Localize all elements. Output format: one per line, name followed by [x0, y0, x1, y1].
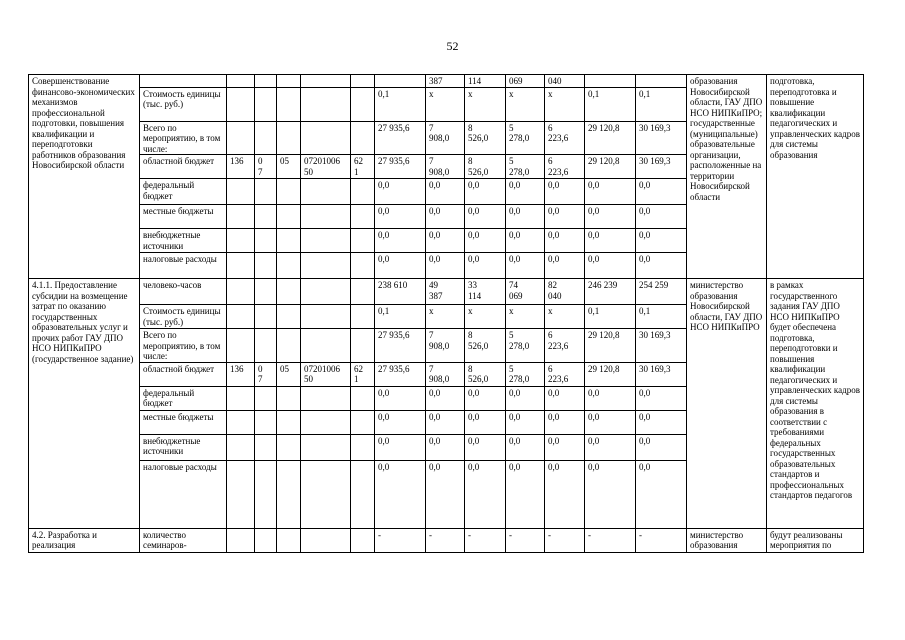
budget-code-cell [301, 253, 351, 279]
budget-code-cell [301, 386, 351, 410]
value-cell: x [506, 305, 545, 329]
value-cell: 0,0 [545, 253, 585, 279]
value-cell: 29 120,8 [585, 362, 636, 386]
value-cell: 0,0 [506, 410, 545, 434]
budget-code-cell [301, 329, 351, 363]
executor-cell: министерство образования [687, 528, 767, 552]
value-cell: 0,0 [585, 229, 636, 253]
budget-code-cell [227, 386, 255, 410]
budget-code-cell [301, 121, 351, 155]
value-cell: - [426, 528, 465, 552]
value-cell: 0,0 [426, 253, 465, 279]
budget-code-cell [227, 121, 255, 155]
budget-code-cell [227, 229, 255, 253]
budget-code-cell [277, 279, 301, 305]
value-cell: 0,0 [426, 205, 465, 229]
value-cell: 8 526,0 [465, 329, 506, 363]
value-cell: 0,0 [636, 434, 687, 460]
value-cell: 0,0 [465, 253, 506, 279]
indicator-label: Всего по мероприятию, в том числе: [140, 329, 227, 363]
indicator-label: количество семинаров- [140, 528, 227, 552]
budget-code-cell [301, 528, 351, 552]
value-cell: 0,0 [545, 386, 585, 410]
value-cell: 0,0 [426, 434, 465, 460]
budget-code-cell [351, 229, 375, 253]
table-row [29, 75, 864, 88]
value-cell: 0,0 [585, 179, 636, 205]
value-cell: - [465, 528, 506, 552]
budget-code-cell [301, 229, 351, 253]
value-cell: 0,0 [636, 253, 687, 279]
value-cell: 0,0 [545, 410, 585, 434]
value-cell: 0,0 [465, 179, 506, 205]
table-row [29, 279, 864, 305]
value-cell: 0,0 [585, 460, 636, 528]
budget-code-cell [277, 253, 301, 279]
indicator-label: Стоимость единицы (тыс. руб.) [140, 87, 227, 121]
indicator-label: федеральный бюджет [140, 179, 227, 205]
value-cell: x [426, 87, 465, 121]
budget-code-cell [255, 229, 277, 253]
budget-code-cell [301, 410, 351, 434]
budget-code-cell [351, 460, 375, 528]
activity-description: 4.2. Разработка и реализация [29, 528, 140, 552]
value-cell: 29 120,8 [585, 121, 636, 155]
budget-code-cell [227, 410, 255, 434]
value-cell: 0,0 [426, 410, 465, 434]
value-cell: 0,0 [375, 460, 426, 528]
indicator-label: налоговые расходы [140, 253, 227, 279]
indicator-label [140, 75, 227, 88]
budget-code-cell [227, 305, 255, 329]
value-cell: 8 526,0 [465, 121, 506, 155]
value-cell: 0,0 [636, 205, 687, 229]
value-cell: 27 935,6 [375, 121, 426, 155]
value-cell: 114 [465, 75, 506, 88]
expected-result-cell: подготовка, переподготовка и повышение квалификации педагогических и управленческих кадров для системы образования [767, 75, 864, 279]
value-cell: 82 040 [545, 279, 585, 305]
value-cell: 0,0 [545, 229, 585, 253]
budget-code-cell: 136 [227, 155, 255, 179]
value-cell: - [375, 528, 426, 552]
value-cell: 0,1 [585, 87, 636, 121]
value-cell: 27 935,6 [375, 329, 426, 363]
budget-code-cell [227, 329, 255, 363]
value-cell: 0,0 [545, 205, 585, 229]
budget-code-cell [255, 179, 277, 205]
budget-code-cell [351, 205, 375, 229]
budget-code-cell [255, 253, 277, 279]
budget-code-cell [255, 87, 277, 121]
value-cell: 0,0 [506, 229, 545, 253]
value-cell: 5 278,0 [506, 121, 545, 155]
budget-code-cell [301, 305, 351, 329]
value-cell: 0,0 [375, 205, 426, 229]
budget-code-cell [351, 121, 375, 155]
budget-code-cell [351, 253, 375, 279]
value-cell: 0,0 [585, 434, 636, 460]
budget-code-cell [227, 75, 255, 88]
budget-code-cell: 07201006 50 [301, 155, 351, 179]
indicator-label: областной бюджет [140, 362, 227, 386]
activity-description: 4.1.1. Предоставление субсидии на возмещение затрат по оказанию государственных образовательных услуг и прочих работ ГАУ ДПО НСО НИПКиПРО (государственное задание) [29, 279, 140, 529]
indicator-label: федеральный бюджет [140, 386, 227, 410]
budget-code-cell [227, 279, 255, 305]
budget-code-cell [255, 434, 277, 460]
value-cell: 069 [506, 75, 545, 88]
budget-code-cell [351, 279, 375, 305]
indicator-label: налоговые расходы [140, 460, 227, 528]
value-cell: 7 908,0 [426, 155, 465, 179]
budget-code-cell: 0 7 [255, 155, 277, 179]
value-cell: 0,0 [465, 386, 506, 410]
value-cell: 7 908,0 [426, 121, 465, 155]
value-cell: - [545, 528, 585, 552]
budget-code-cell [277, 229, 301, 253]
value-cell: 0,0 [426, 179, 465, 205]
value-cell: 0,0 [585, 253, 636, 279]
value-cell: 6 223,6 [545, 121, 585, 155]
expected-result-cell: будут реализованы мероприятия по [767, 528, 864, 552]
budget-code-cell [227, 87, 255, 121]
value-cell: 33 114 [465, 279, 506, 305]
budget-code-cell [255, 386, 277, 410]
indicator-label: Стоимость единицы (тыс. руб.) [140, 305, 227, 329]
value-cell: 0,0 [545, 179, 585, 205]
value-cell: 0,0 [506, 386, 545, 410]
budget-code-cell [277, 75, 301, 88]
budget-code-cell [227, 434, 255, 460]
value-cell: 0,0 [585, 205, 636, 229]
budget-code-cell [227, 179, 255, 205]
indicator-label: местные бюджеты [140, 205, 227, 229]
budget-code-cell: 136 [227, 362, 255, 386]
indicator-label: местные бюджеты [140, 410, 227, 434]
budget-code-cell [255, 460, 277, 528]
value-cell: 0,0 [465, 229, 506, 253]
budget-code-cell [351, 179, 375, 205]
value-cell [375, 75, 426, 88]
value-cell: 387 [426, 75, 465, 88]
value-cell [585, 75, 636, 88]
value-cell: 0,0 [426, 386, 465, 410]
value-cell: 0,1 [375, 87, 426, 121]
value-cell: x [465, 305, 506, 329]
value-cell: 74 069 [506, 279, 545, 305]
value-cell: 040 [545, 75, 585, 88]
indicator-label: областной бюджет [140, 155, 227, 179]
value-cell: 0,0 [636, 386, 687, 410]
budget-code-cell [277, 460, 301, 528]
budget-code-cell [277, 434, 301, 460]
value-cell: 8 526,0 [465, 155, 506, 179]
expected-result-cell: в рамках государственного задания ГАУ ДПО НСО НИПКиПРО будет обеспечена подготовка, переподготовки и повышения квалификации педагогических и управленческих кадров для системы образования в соответствии с требованиями федеральных государственных образовательных стандартов и профессиональных стандартов педагогов [767, 279, 864, 529]
value-cell: 29 120,8 [585, 329, 636, 363]
value-cell: 30 169,3 [636, 155, 687, 179]
value-cell: 6 223,6 [545, 329, 585, 363]
budget-code-cell [301, 75, 351, 88]
indicator-label: человеко-часов [140, 279, 227, 305]
value-cell: 0,0 [426, 229, 465, 253]
value-cell: 27 935,6 [375, 362, 426, 386]
value-cell: 8 526,0 [465, 362, 506, 386]
budget-code-cell [255, 305, 277, 329]
value-cell: 6 223,6 [545, 362, 585, 386]
indicator-label: внебюджетные источники [140, 434, 227, 460]
budget-code-cell [351, 386, 375, 410]
budget-code-cell: 62 1 [351, 155, 375, 179]
value-cell: x [465, 87, 506, 121]
value-cell: 5 278,0 [506, 362, 545, 386]
budget-code-cell [255, 205, 277, 229]
value-cell: 0,0 [465, 410, 506, 434]
value-cell: 0,0 [426, 460, 465, 528]
budget-code-cell [277, 179, 301, 205]
indicator-label: Всего по мероприятию, в том числе: [140, 121, 227, 155]
budget-code-cell: 05 [277, 362, 301, 386]
budget-code-cell [351, 329, 375, 363]
budget-code-cell [351, 75, 375, 88]
value-cell: 0,0 [506, 205, 545, 229]
budget-code-cell [277, 329, 301, 363]
value-cell: 0,0 [375, 410, 426, 434]
value-cell: 7 908,0 [426, 362, 465, 386]
page-number: 52 [446, 39, 459, 53]
executor-cell: министерство образования Новосибирской области, ГАУ ДПО НСО НИПКиПРО [687, 279, 767, 529]
budget-code-cell [255, 121, 277, 155]
budget-code-cell [301, 460, 351, 528]
budget-code-cell: 05 [277, 155, 301, 179]
value-cell: 0,1 [636, 305, 687, 329]
budget-code-cell [351, 410, 375, 434]
budget-code-cell [277, 121, 301, 155]
value-cell: 29 120,8 [585, 155, 636, 179]
value-cell: 0,1 [375, 305, 426, 329]
budget-code-cell [351, 434, 375, 460]
budget-code-cell [227, 253, 255, 279]
table-body [29, 75, 864, 553]
value-cell: 0,0 [545, 434, 585, 460]
budget-code-cell [277, 305, 301, 329]
value-cell: x [506, 87, 545, 121]
budget-code-cell [255, 279, 277, 305]
value-cell: 0,0 [465, 205, 506, 229]
value-cell: 0,0 [636, 229, 687, 253]
table-row [29, 528, 864, 552]
value-cell: 0,0 [506, 253, 545, 279]
value-cell: 30 169,3 [636, 329, 687, 363]
budget-code-cell [277, 386, 301, 410]
budget-code-cell [277, 528, 301, 552]
value-cell: 0,0 [375, 229, 426, 253]
value-cell: 27 935,6 [375, 155, 426, 179]
value-cell: 0,0 [545, 460, 585, 528]
value-cell: - [585, 528, 636, 552]
value-cell: 0,0 [585, 386, 636, 410]
program-table [28, 74, 864, 553]
budget-code-cell [227, 460, 255, 528]
value-cell: 0,0 [465, 434, 506, 460]
value-cell: 0,0 [375, 253, 426, 279]
budget-code-cell [351, 87, 375, 121]
value-cell: - [506, 528, 545, 552]
budget-code-cell [255, 528, 277, 552]
value-cell: 7 908,0 [426, 329, 465, 363]
value-cell: 6 223,6 [545, 155, 585, 179]
budget-code-cell [277, 410, 301, 434]
value-cell: 254 259 [636, 279, 687, 305]
indicator-label: внебюджетные источники [140, 229, 227, 253]
value-cell: 246 239 [585, 279, 636, 305]
budget-code-cell: 0 7 [255, 362, 277, 386]
value-cell: x [545, 87, 585, 121]
value-cell: 0,0 [506, 460, 545, 528]
budget-code-cell [301, 87, 351, 121]
budget-code-cell [351, 528, 375, 552]
value-cell: 0,0 [585, 410, 636, 434]
value-cell: 5 278,0 [506, 155, 545, 179]
budget-code-cell: 62 1 [351, 362, 375, 386]
activity-description: Совершенствование финансово-экономических механизмов профессиональной подготовки, повышения квалификации и переподготовки работников образования Новосибирской области [29, 75, 140, 279]
value-cell: x [545, 305, 585, 329]
value-cell: 0,0 [465, 460, 506, 528]
value-cell [636, 75, 687, 88]
budget-code-cell [277, 205, 301, 229]
budget-code-cell [301, 179, 351, 205]
budget-code-cell [227, 205, 255, 229]
value-cell: 30 169,3 [636, 121, 687, 155]
value-cell: 0,0 [636, 410, 687, 434]
budget-code-cell [351, 305, 375, 329]
budget-code-cell [301, 434, 351, 460]
budget-code-cell [255, 410, 277, 434]
executor-cell: образования Новосибирской области, ГАУ ДПО НСО НИПКиПРО; государственные (муниципальные) образовательные организации, расположенные на территории Новосибирской области [687, 75, 767, 279]
value-cell: 0,0 [636, 179, 687, 205]
budget-code-cell [301, 279, 351, 305]
budget-code-cell [227, 528, 255, 552]
value-cell: 238 610 [375, 279, 426, 305]
budget-code-cell [255, 329, 277, 363]
budget-code-cell [301, 205, 351, 229]
value-cell: 30 169,3 [636, 362, 687, 386]
budget-code-cell: 07201006 50 [301, 362, 351, 386]
value-cell: 0,1 [636, 87, 687, 121]
value-cell: 49 387 [426, 279, 465, 305]
value-cell: 5 278,0 [506, 329, 545, 363]
budget-code-cell [277, 87, 301, 121]
value-cell: 0,0 [375, 386, 426, 410]
value-cell: 0,0 [636, 460, 687, 528]
value-cell: 0,0 [375, 434, 426, 460]
value-cell: - [636, 528, 687, 552]
value-cell: 0,0 [375, 179, 426, 205]
value-cell: 0,0 [506, 434, 545, 460]
value-cell: 0,1 [585, 305, 636, 329]
value-cell: 0,0 [506, 179, 545, 205]
budget-code-cell [255, 75, 277, 88]
value-cell: x [426, 305, 465, 329]
